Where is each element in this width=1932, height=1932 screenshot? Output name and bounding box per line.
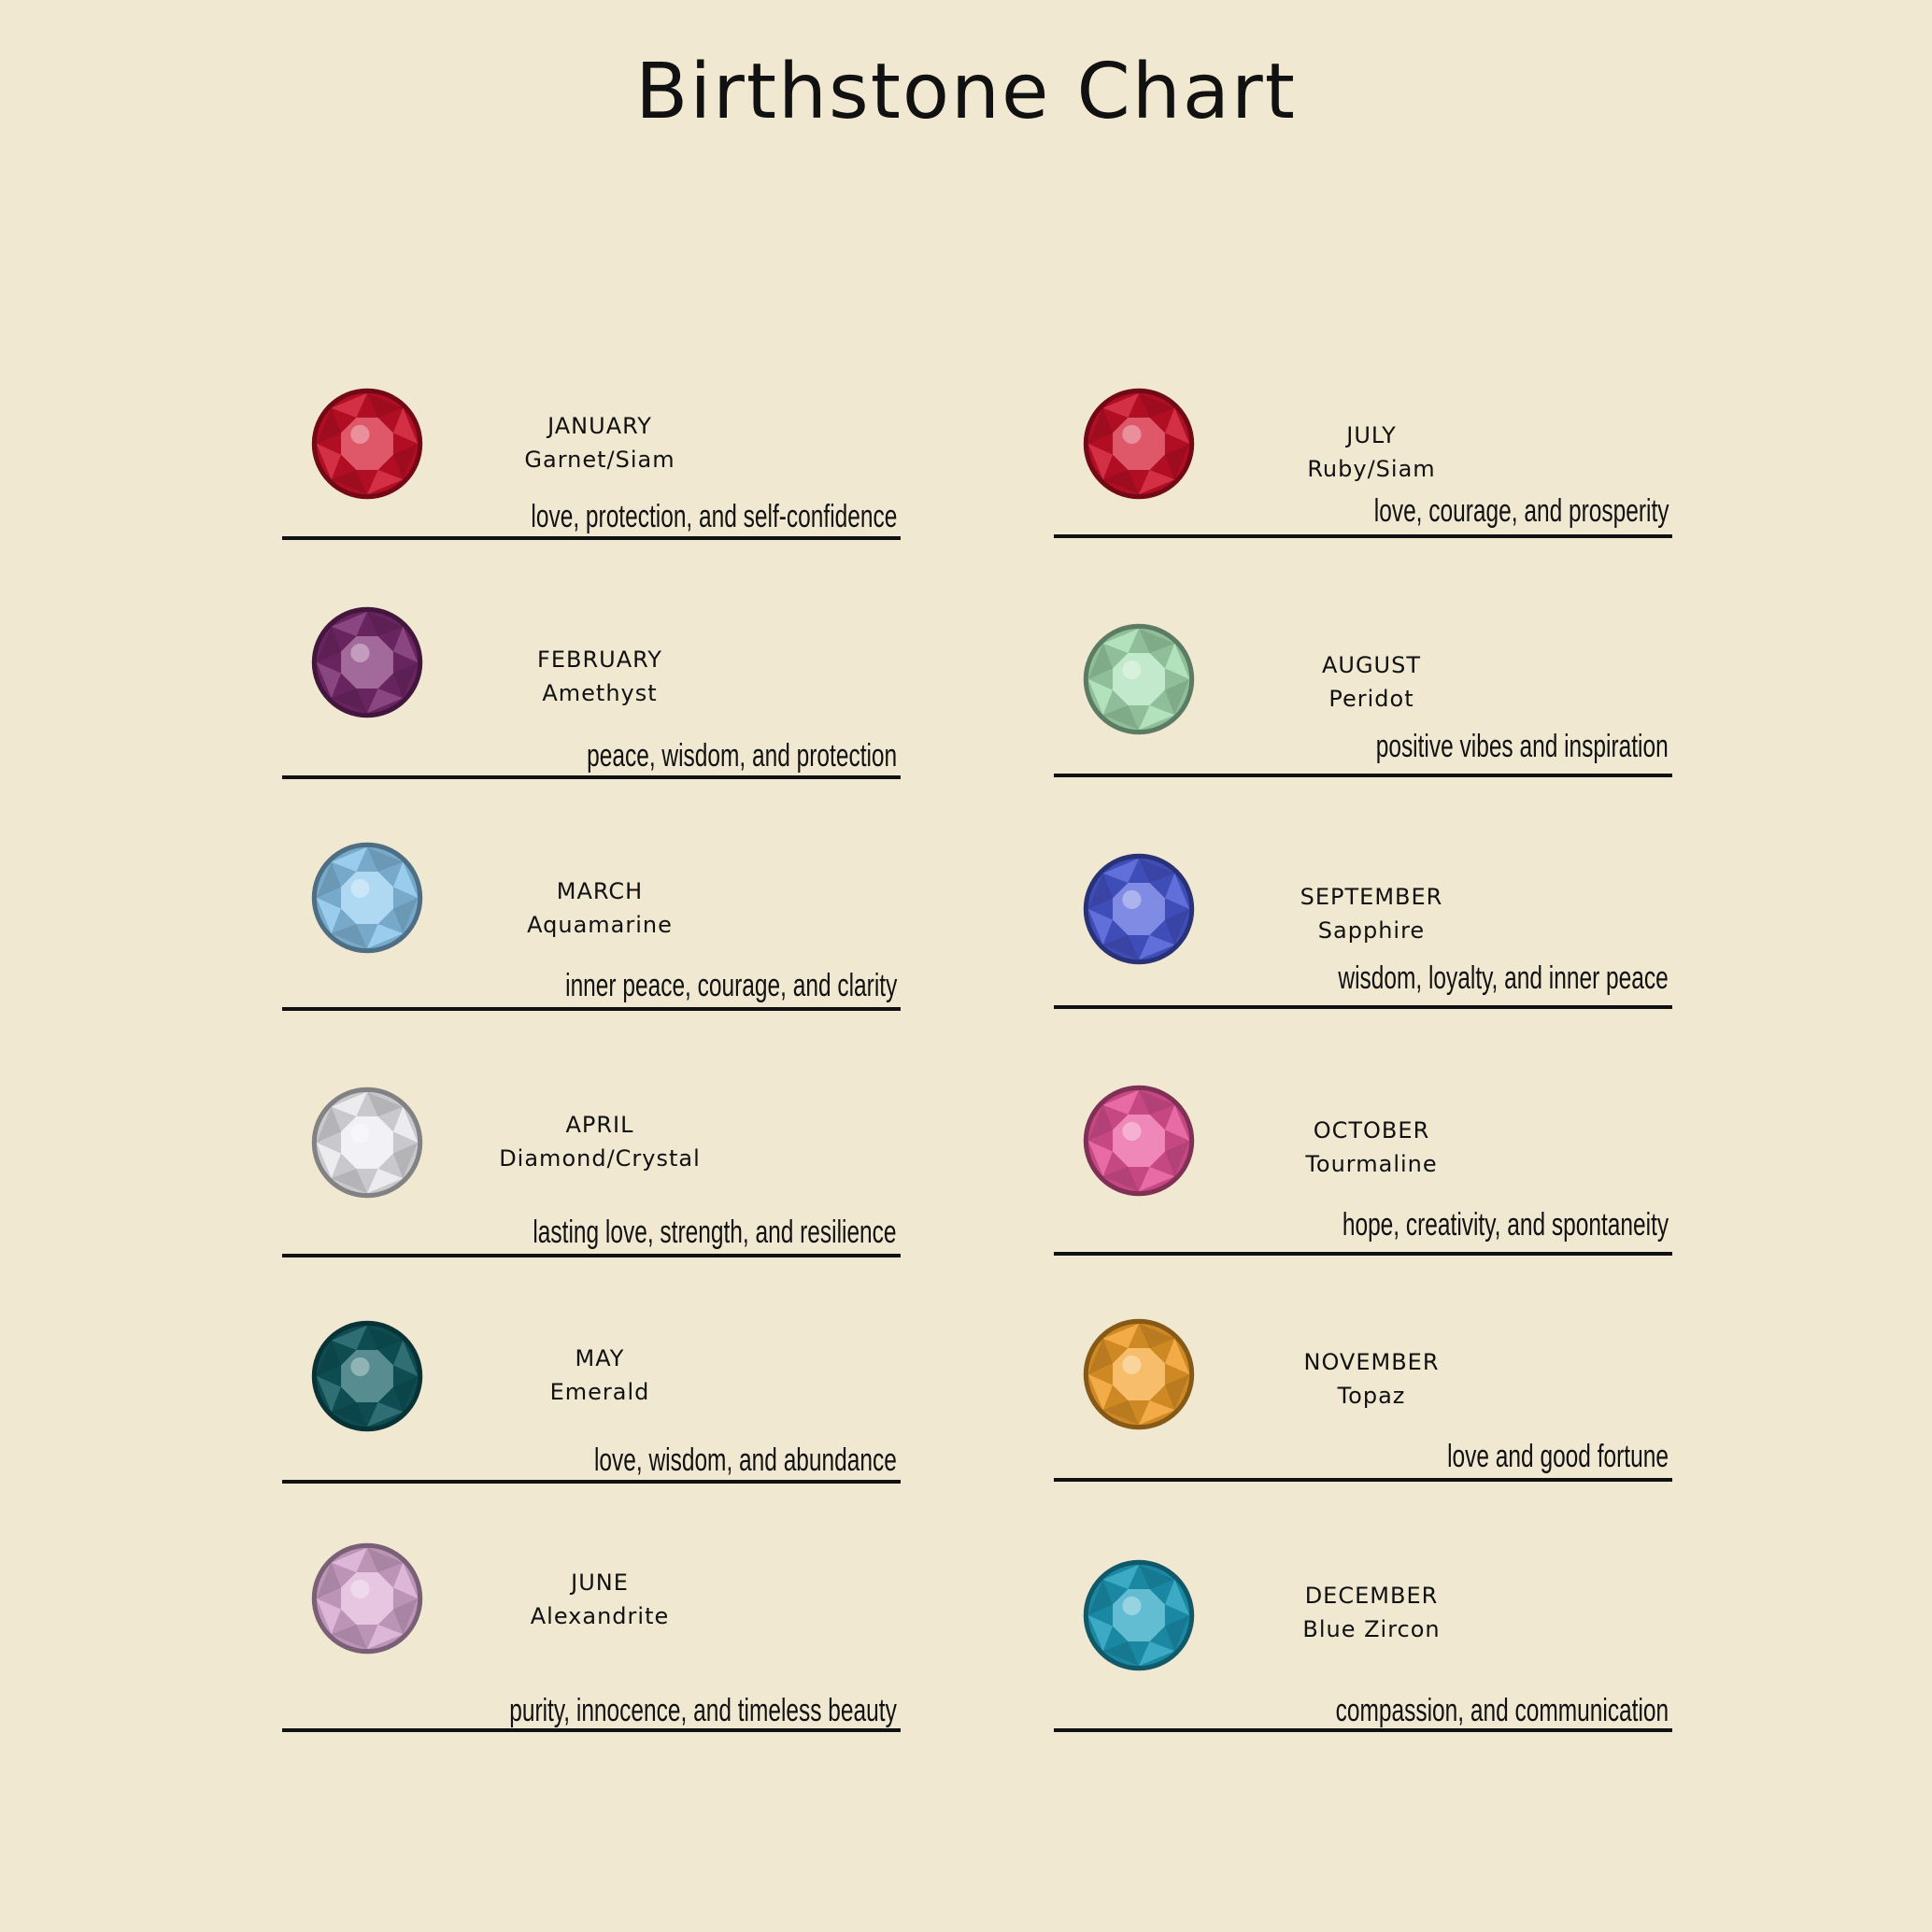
month-label: AUGUST	[1321, 652, 1422, 678]
stone-name: Sapphire	[1317, 917, 1426, 944]
gem-icon	[1080, 385, 1198, 503]
stone-name: Blue Zircon	[1302, 1616, 1441, 1642]
stone-name: Garnet/Siam	[524, 447, 675, 473]
stone-meaning: hope, creativity, and spontaneity	[1342, 1207, 1669, 1243]
page-title: Birthstone Chart	[635, 48, 1297, 136]
birthstone-entry-may	[282, 1315, 901, 1502]
birthstone-entry-march	[282, 837, 901, 1024]
stone-name: Amethyst	[542, 680, 658, 706]
birthstone-entry-september	[1054, 846, 1672, 1033]
stone-meaning: inner peace, courage, and clarity	[564, 968, 897, 1003]
stone-meaning: peace, wisdom, and protection	[586, 738, 897, 774]
stone-meaning: compassion, and communication	[1335, 1693, 1669, 1728]
stone-name: Emerald	[549, 1379, 650, 1405]
stone-meaning: love, protection, and self-confidence	[531, 499, 897, 534]
divider	[282, 536, 901, 540]
month-label: FEBRUARY	[537, 646, 662, 673]
month-label: OCTOBER	[1313, 1117, 1430, 1144]
month-label: SEPTEMBER	[1300, 884, 1443, 910]
stone-meaning: love, courage, and prosperity	[1373, 493, 1669, 529]
gem-icon	[308, 604, 426, 721]
birthstone-entry-october	[1054, 1078, 1672, 1265]
month-label: MARCH	[556, 878, 644, 904]
month-label: APRIL	[565, 1112, 634, 1138]
stone-meaning: love, wisdom, and abundance	[594, 1442, 897, 1478]
birthstone-entry-july	[1054, 381, 1672, 568]
divider	[282, 1728, 901, 1732]
stone-meaning: positive vibes and inspiration	[1376, 729, 1669, 764]
month-label: NOVEMBER	[1303, 1349, 1440, 1375]
stone-name: Aquamarine	[527, 912, 673, 938]
month-label: JUNE	[571, 1570, 629, 1596]
stone-name: Tourmaline	[1305, 1151, 1438, 1177]
stone-name: Peridot	[1328, 686, 1414, 712]
gem-icon	[308, 1317, 426, 1435]
divider	[282, 1007, 901, 1011]
divider	[1054, 1728, 1672, 1732]
divider	[1054, 1478, 1672, 1482]
stone-name: Topaz	[1337, 1383, 1406, 1409]
divider	[1054, 1252, 1672, 1256]
gem-icon	[308, 385, 426, 503]
month-label: JANUARY	[547, 413, 652, 439]
divider	[282, 1480, 901, 1484]
gem-icon	[308, 1084, 426, 1201]
gem-icon	[308, 1540, 426, 1657]
birthstone-entry-january	[282, 381, 901, 568]
gem-icon	[1080, 1082, 1198, 1200]
stone-meaning: wisdom, loyalty, and inner peace	[1338, 960, 1669, 996]
birthstone-entry-august	[1054, 615, 1672, 802]
stone-meaning: love and good fortune	[1447, 1439, 1669, 1474]
month-label: MAY	[575, 1345, 625, 1371]
divider	[1054, 1005, 1672, 1009]
birthstone-entry-december	[1054, 1553, 1672, 1740]
divider	[1054, 774, 1672, 777]
gem-icon	[1080, 620, 1198, 738]
divider	[282, 775, 901, 779]
stone-meaning: lasting love, strength, and resilience	[533, 1215, 897, 1250]
gem-icon	[1080, 850, 1198, 968]
birthstone-entry-june	[282, 1538, 901, 1728]
stone-name: Diamond/Crystal	[499, 1145, 701, 1172]
birthstone-entry-april	[282, 1082, 901, 1269]
divider	[1054, 534, 1672, 538]
stone-meaning: purity, innocence, and timeless beauty	[509, 1693, 897, 1728]
stone-name: Ruby/Siam	[1307, 456, 1436, 482]
gem-icon	[1080, 1556, 1198, 1674]
stone-name: Alexandrite	[530, 1603, 670, 1629]
birthstone-entry-november	[1054, 1312, 1672, 1499]
month-label: JULY	[1346, 422, 1397, 448]
gem-icon	[308, 839, 426, 957]
month-label: DECEMBER	[1304, 1583, 1439, 1609]
gem-icon	[1080, 1315, 1198, 1433]
divider	[282, 1254, 901, 1257]
birthstone-entry-february	[282, 604, 901, 790]
